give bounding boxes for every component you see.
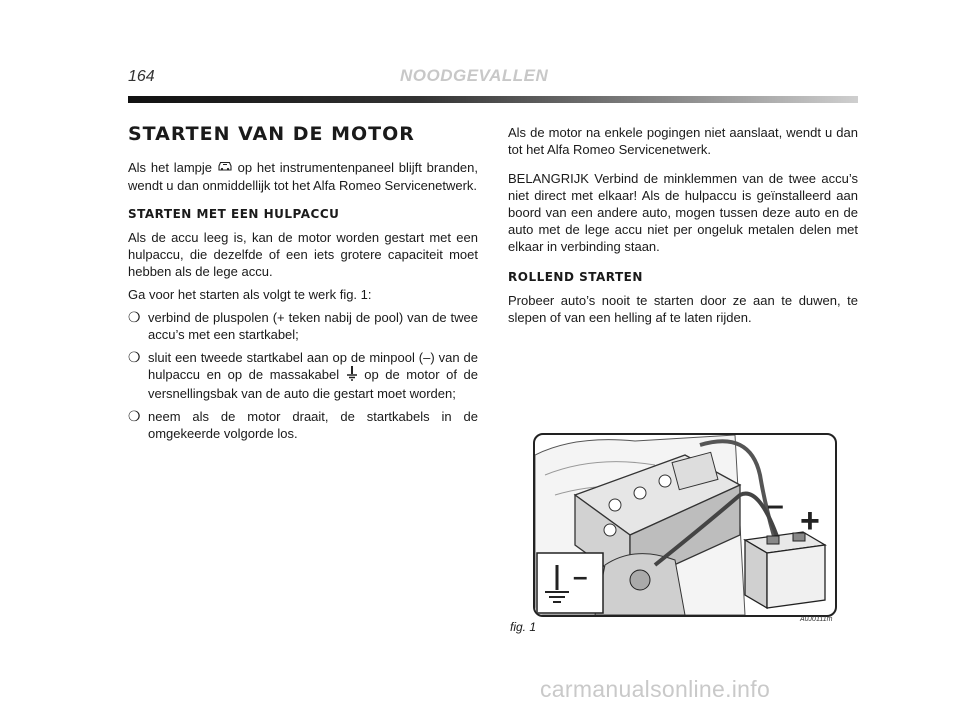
main-heading: STARTEN VAN DE MOTOR (128, 123, 415, 145)
paragraph-service: Als de motor na enkele pogingen niet aanslaat, wendt u dan tot het Alfa Romeo Servicenetwerk. (508, 125, 858, 157)
ground-inset (537, 553, 603, 613)
intro-text-before: Als het lampje (128, 160, 213, 175)
minus-label: – (767, 489, 784, 522)
list-item-text: verbind de pluspolen (+ teken nabij de pool) van de twee accu’s met een startkabel; (148, 310, 478, 343)
list-item (128, 349, 478, 402)
ground-icon (346, 366, 358, 385)
paragraph-battery: Als de accu leeg is, kan de motor worden gestart met een hulpaccu, die dezelfde of een iets grotere capaciteit moet hebben als de lege accu. (128, 230, 478, 280)
list-item (128, 408, 478, 442)
page-number: 164 (128, 68, 155, 85)
intro-paragraph (128, 159, 478, 194)
list-item-text: neem als de motor draait, de startkabels in de omgekeerde volgorde los. (148, 409, 478, 442)
list-item-text-after: op de motor of de versnellingsbak van de auto die gestart moet worden; (148, 367, 478, 402)
inset-minus-label: – (573, 561, 588, 591)
procedure-list (128, 309, 478, 442)
plus-label: + (800, 502, 820, 540)
circle-bullet-icon: ❍ (128, 349, 141, 366)
list-item (128, 309, 478, 343)
header-rule (128, 96, 858, 103)
subheading-rollend: ROLLEND STARTEN (508, 270, 643, 284)
figure-jump-start (533, 433, 837, 617)
figure-caption: fig. 1 (510, 620, 537, 634)
jump-start-illustration (535, 435, 835, 615)
paragraph-important: BELANGRIJK Verbind de minklemmen van de twee accu’s niet direct met elkaar! Als de hulpaccu is geïnstalleerd aan boord van een andere auto, mogen tussen deze auto en de auto met de lege accu niet per ongeluk metalen delen met elkaar in verbinding staan. (508, 171, 858, 254)
paragraph-rolling-start: Probeer auto’s nooit te starten door ze aan te duwen, te slepen of van een helling af te laten rijden. (508, 293, 858, 325)
list-item-text-before: sluit een tweede startkabel aan op de minpool (–) van de hulpaccu en op de massakabel (148, 350, 478, 383)
key-warning-icon (217, 160, 233, 177)
circle-bullet-icon: ❍ (128, 408, 141, 425)
paragraph-procedure: Ga voor het starten als volgt te werk fig. 1: (128, 287, 372, 303)
helper-battery (745, 532, 825, 608)
circle-bullet-icon: ❍ (128, 309, 141, 326)
watermark: carmanualsonline.info (540, 676, 771, 702)
intro-text-after: op het instrumentenpaneel blijft branden, wendt u dan onmiddellijk tot het Alfa Romeo Servicenetwerk. (128, 160, 479, 194)
section-title: NOODGEVALLEN (400, 66, 549, 85)
right-column (508, 124, 858, 332)
subheading-hulpaccu: STARTEN MET EEN HULPACCU (128, 207, 340, 222)
figure-code: A0J0111m (800, 616, 833, 623)
left-column (128, 122, 478, 448)
